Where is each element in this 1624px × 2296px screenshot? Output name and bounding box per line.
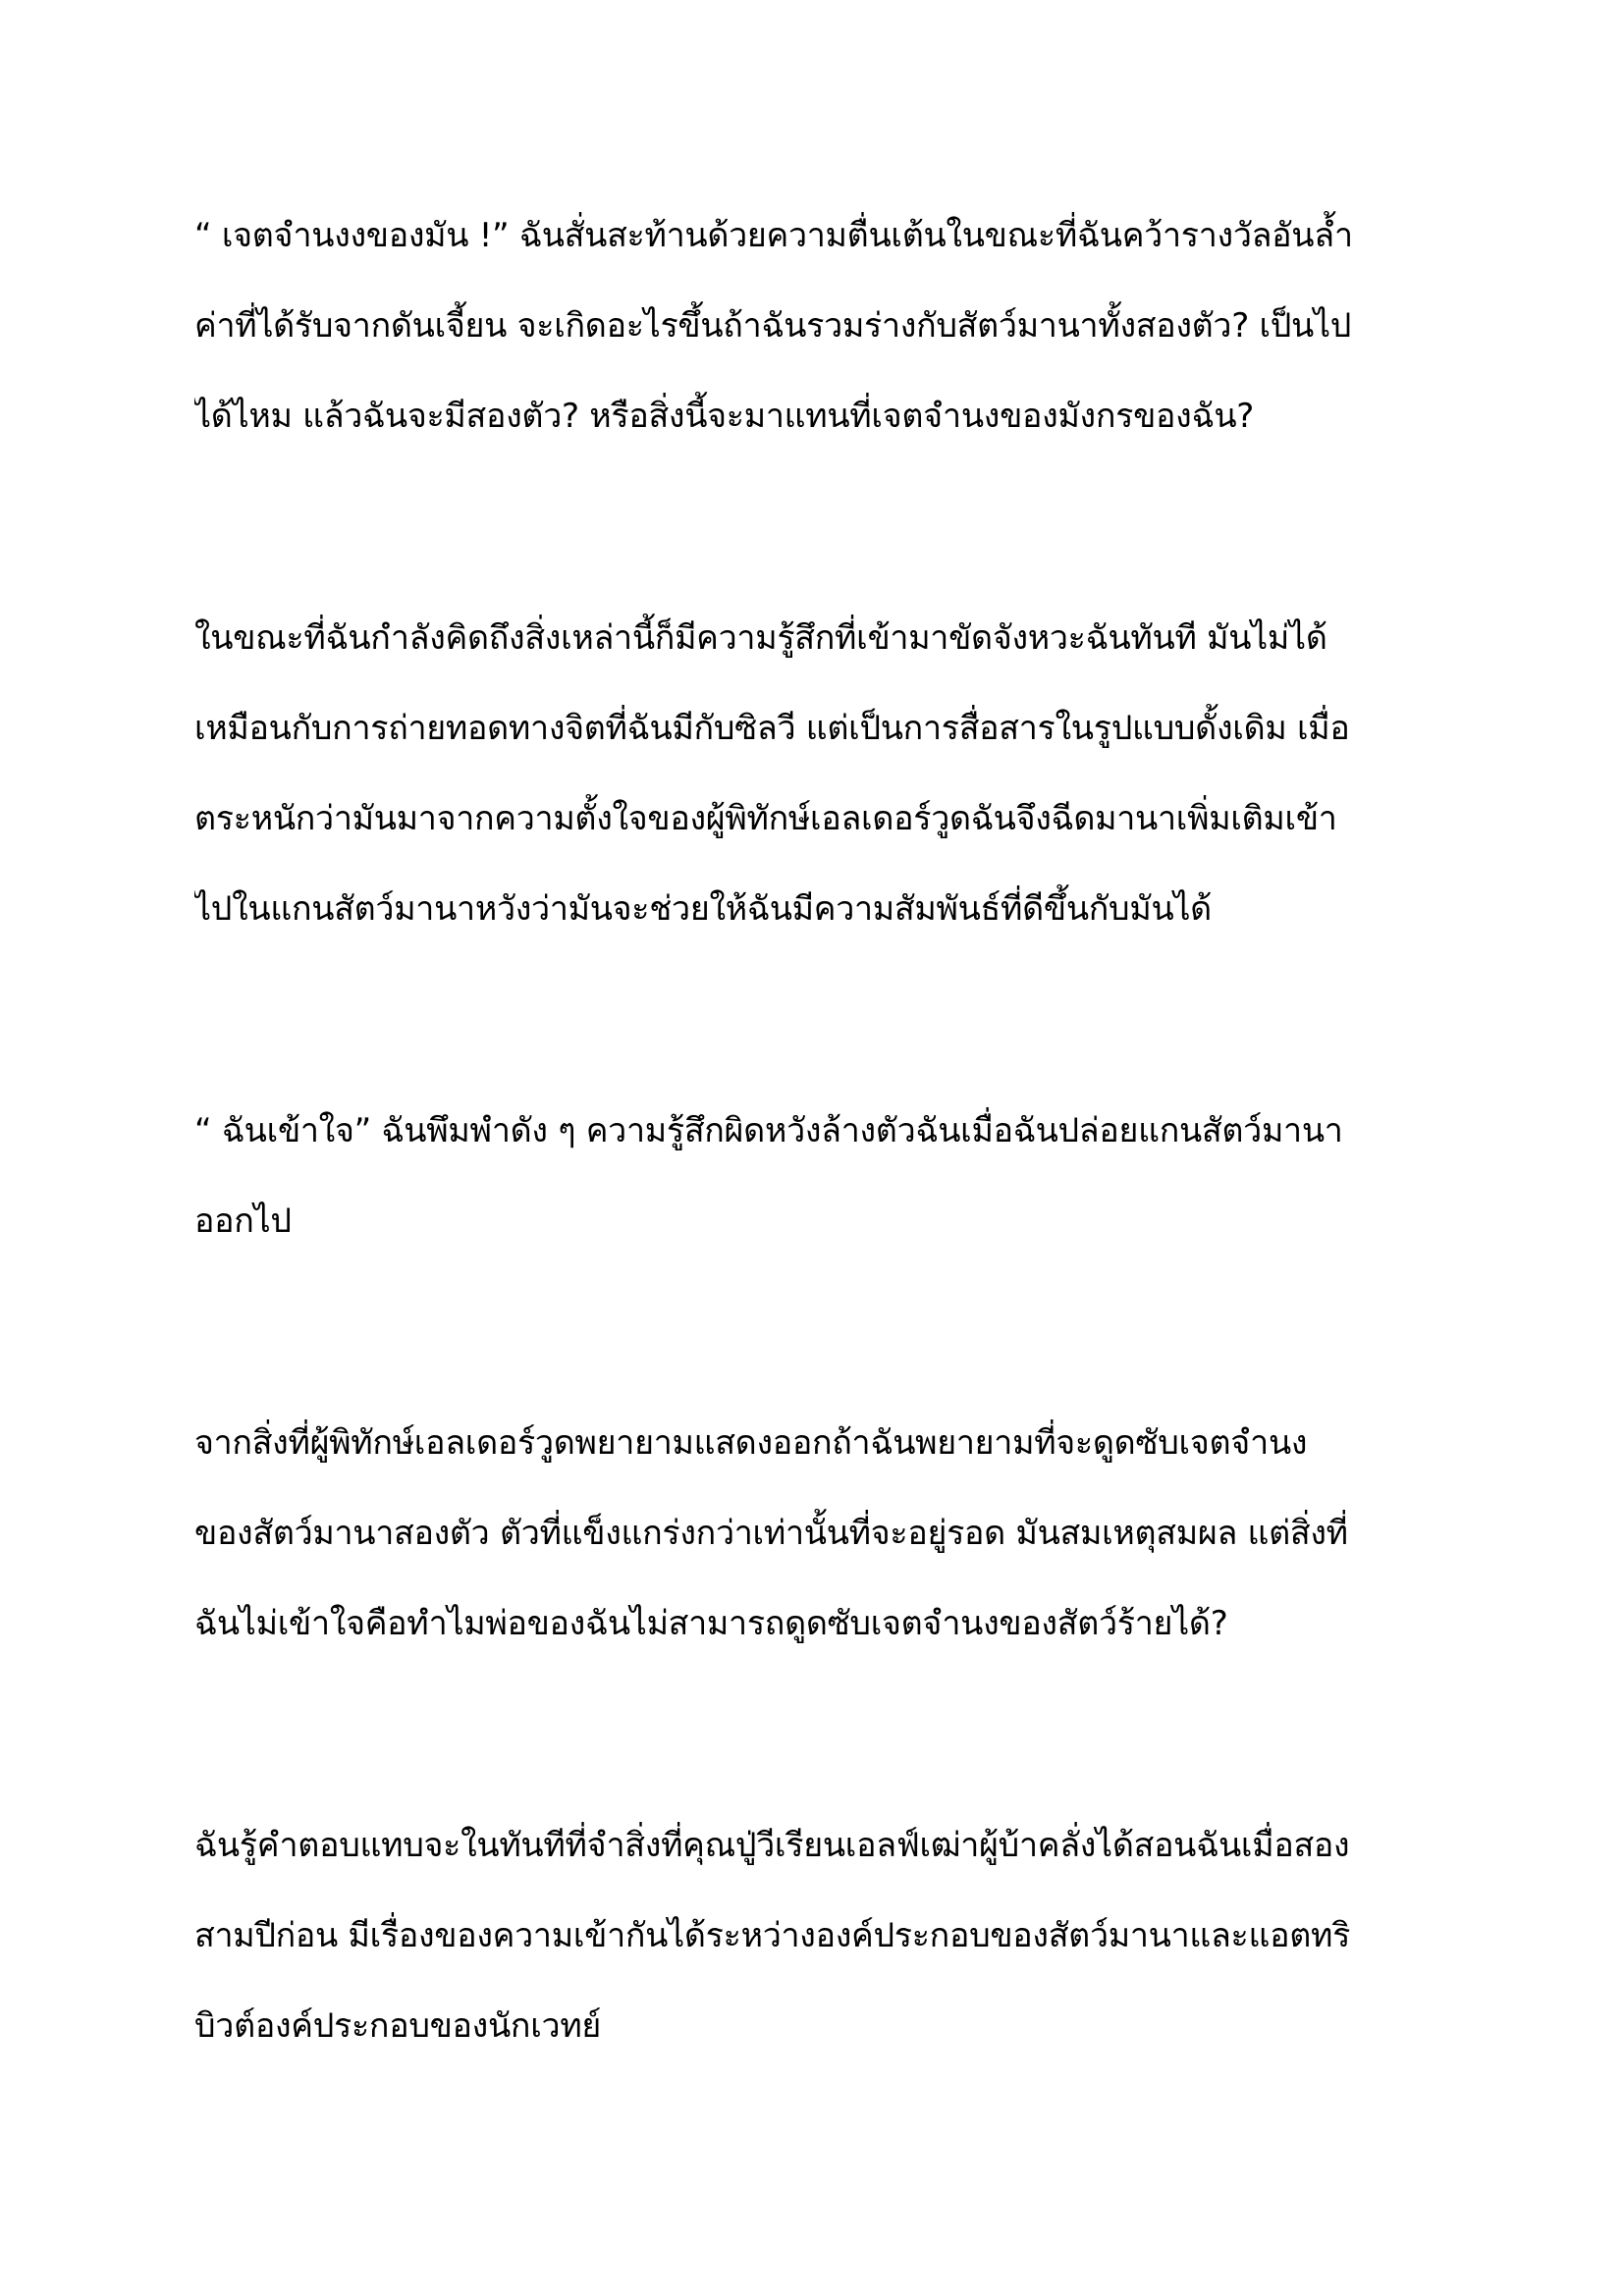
- text-line: บิวต์องค์ประกอบของนักเวทย์: [194, 2006, 602, 2046]
- text-line: ตระหนักว่ามันมาจากความตั้งใจของผู้พิทักษ์เอลเดอร์วูดฉันจึงฉีดมานาเพิ่มเติมเข้า: [194, 799, 1337, 838]
- text-line: ค่าที่ได้รับจากดันเจี้ยน จะเกิดอะไรขึ้นถ้าฉันรวมร่างกับสัตว์มานาทั้งสองตัว? เป็นไป: [194, 306, 1352, 346]
- text-line: ในขณะที่ฉันกำลังคิดถึงสิ่งเหล่านี้ก็มีความรู้สึกที่เข้ามาขัดจังหวะฉันทันที มันไม่ได้: [194, 618, 1327, 658]
- text-line: ฉันรู้คำตอบแทบจะในทันทีที่จำสิ่งที่คุณปู่วีเรียนเอลฟ์เฒ่าผู้บ้าคลั่งได้สอนฉันเมื่อสอง: [194, 1826, 1350, 1865]
- text-line: สามปีก่อน มีเรื่องของความเข้ากันได้ระหว่างองค์ประกอบของสัตว์มานาและแอตทริ: [194, 1916, 1351, 1955]
- text-line: ไปในแกนสัตว์มานาหวังว่ามันจะช่วยให้ฉันมีความสัมพันธ์ที่ดีขึ้นกับมันได้: [194, 889, 1212, 929]
- text-line: เหมือนกับการถ่ายทอดทางจิตที่ฉันมีกับซิลวี แต่เป็นการสื่อสารในรูปแบบดั้งเดิม เมื่อ: [194, 709, 1350, 748]
- text-line: ออกไป: [194, 1201, 292, 1241]
- text-line: “ ฉันเข้าใจ” ฉันพึมพำดัง ๆ ความรู้สึกผิดหวังล้างตัวฉันเมื่อฉันปล่อยแกนสัตว์มานา: [194, 1111, 1343, 1150]
- text-line: ได้ไหม แล้วฉันจะมีสองตัว? หรือสิ่งนี้จะมาแทนที่เจตจำนงของมังกรของฉัน?: [194, 397, 1255, 436]
- text-line: ของสัตว์มานาสองตัว ตัวที่แข็งแกร่งกว่าเท่านั้นที่จะอยู่รอด มันสมเหตุสมผล แต่สิ่งที่: [194, 1514, 1348, 1553]
- text-line: ฉันไม่เข้าใจคือทำไมพ่อของฉันไม่สามารถดูดซับเจตจำนงของสัตว์ร้ายได้?: [194, 1604, 1228, 1643]
- text-line: จากสิ่งที่ผู้พิทักษ์เอลเดอร์วูดพยายามแสดงออกถ้าฉันพยายามที่จะดูดซับเจตจำนง: [194, 1423, 1308, 1463]
- text-line: “ เจตจำนงงของมัน !” ฉันสั่นสะท้านด้วยความตื่นเต้นในขณะที่ฉันคว้ารางวัลอันล้ำ: [194, 216, 1353, 255]
